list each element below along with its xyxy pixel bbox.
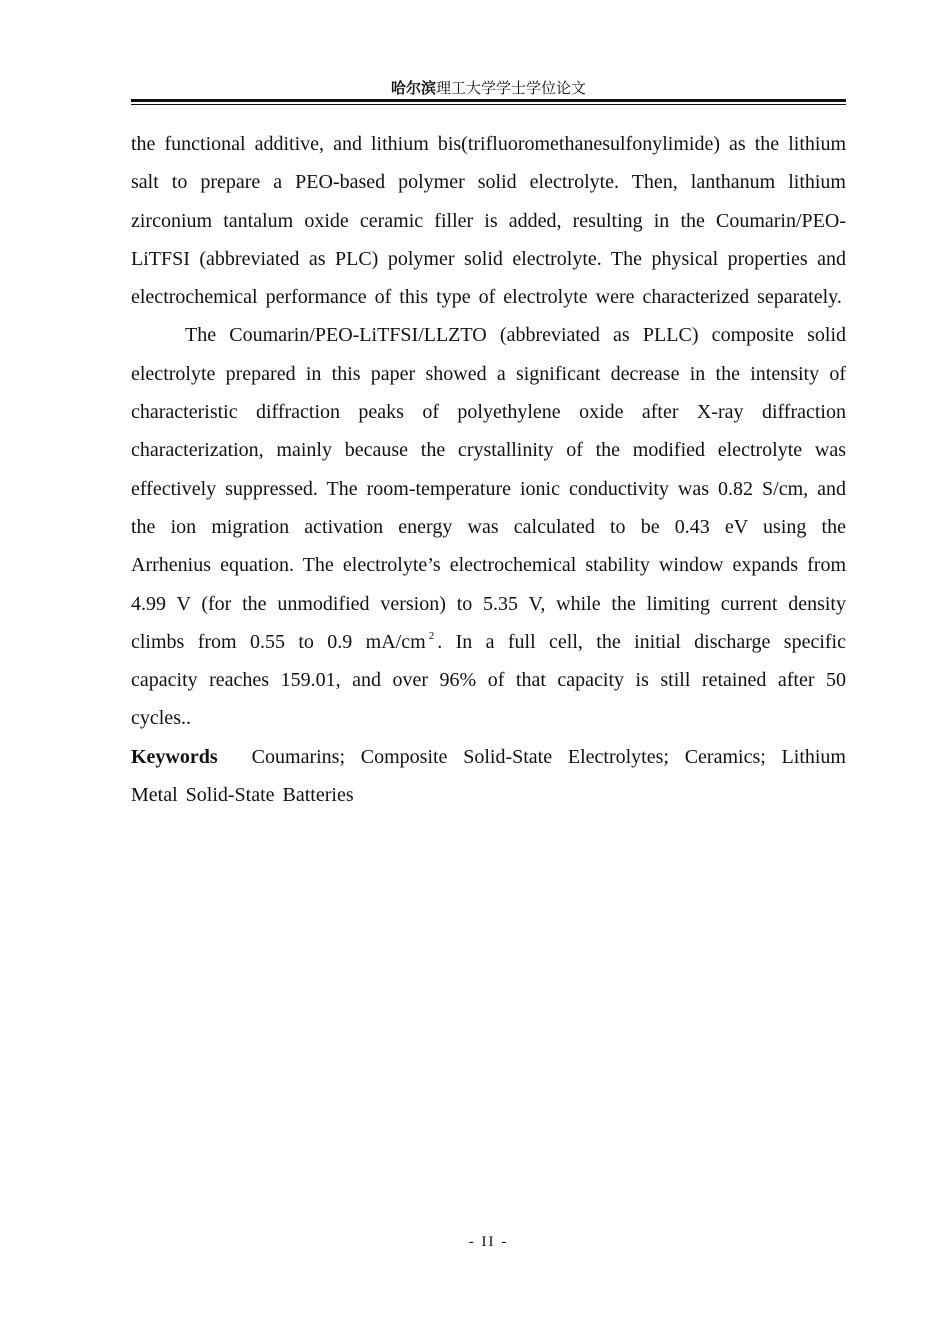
superscript-squared: 2 [428, 629, 435, 642]
header-rule-thick [131, 99, 846, 102]
keywords-label: Keywords [131, 745, 218, 768]
header-university-name: 哈尔滨 [390, 79, 436, 97]
page-header [131, 78, 846, 99]
header-thesis-type: 理工大学学士学位论文 [436, 79, 587, 97]
keywords-text: Coumarins; Composite Solid-State Electrolytes; Ceramics; Lithium Metal Solid-State Batteries [131, 745, 846, 807]
abstract-paragraph-2-text-a: The Coumarin/PEO-LiTFSI/LLZTO (abbreviated as PLLC) composite solid electrolyte prepared in this paper showed a significant decrease in the intensity of characteristic diffraction peaks of polyethylene oxide after X-ray diffraction characterization, mainly because the crystallinity of the modified electrolyte was effectively suppressed. The room-temperature ionic conductivity was 0.82 S/cm, and the ion migration activation energy was calculated to be 0.43 eV using the Arrhenius equation. The electrolyte’s electrochemical stability window expands from 4.99 V (for the unmodified version) to 5.35 V, while the limiting current density climbs from 0.55 to 0.9 mA/cm [131, 324, 846, 653]
abstract-body [131, 125, 846, 814]
keywords-line [131, 738, 846, 815]
abstract-paragraph-2-text-b: . In a full cell, the initial discharge specific capacity reaches 159.01, and over 96% of that capacity is still retained after 50 cycles.. [131, 630, 846, 730]
abstract-paragraph-1: the functional additive, and lithium bis(trifluoromethanesulfonylimide) as the lithium salt to prepare a PEO-based polymer solid electrolyte. Then, lanthanum lithium zirconium tantalum oxide ceramic filler is added, resulting in the Coumarin/PEO-LiTFSI (abbreviated as PLC) polymer solid electrolyte. The physical properties and electrochemical performance of this type of electrolyte were characterized separately. [131, 133, 846, 309]
abstract-paragraph-2 [131, 316, 846, 737]
page-number: - II - [468, 1234, 509, 1250]
header-rule-thin [131, 104, 846, 105]
